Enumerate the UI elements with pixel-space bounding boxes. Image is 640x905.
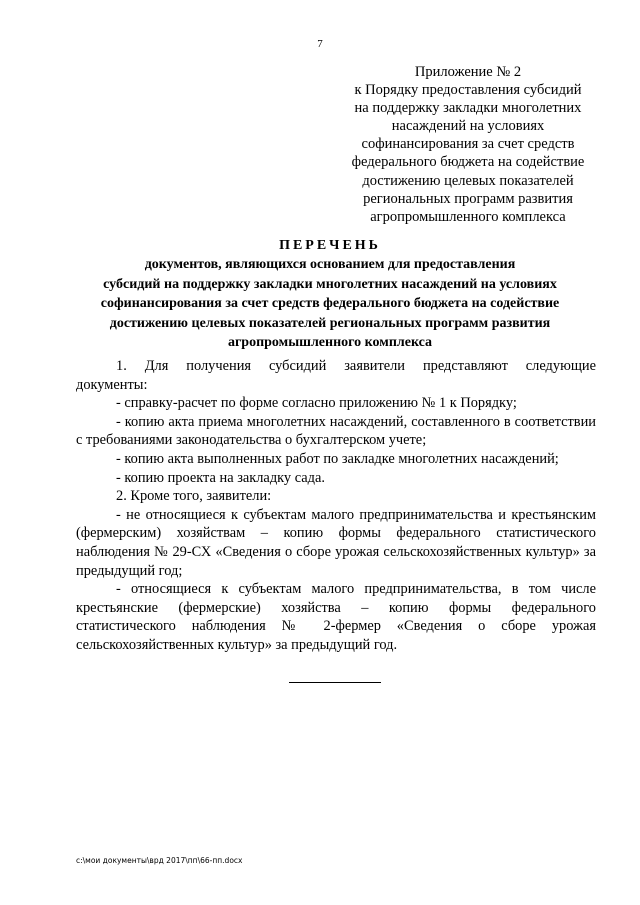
heading-line: достижению целевых показателей региональных программ развития [109, 315, 551, 331]
appendix-line: к Порядку предоставления субсидий [354, 82, 582, 99]
end-divider [289, 682, 381, 683]
document-heading [60, 236, 600, 352]
heading-line: субсидий на поддержку закладки многолетних насаждений на условиях [103, 276, 557, 292]
paragraph-1: 1. Для получения субсидий заявители представляют следующие [116, 358, 596, 374]
appendix-block [318, 63, 618, 226]
document-title: ПЕРЕЧЕНЬ [279, 238, 381, 253]
heading-line: документов, являющихся основанием для предоставления [144, 257, 516, 273]
paragraph-1-continuation: документы: [76, 376, 148, 393]
list-item-not-small-business: - не относящиеся к субъектам малого предпринимательства и крестьянским (фермерским) хозяйствам – копию формы федерального статистического наблюдения № 29-СХ «Сведения о сборе урожая сельскохозяйственных культур» за предыдущий год; [76, 506, 596, 579]
list-item-works-act: - копию акта выполненных работ по закладке многолетних насаждений; [116, 450, 559, 467]
list-item-acceptance-act: - копию акта приема многолетних насаждений, составленного в соответствии с требованиями законодательства о бухгалтерском учете; [76, 413, 596, 449]
appendix-line: насаждений на условиях [391, 118, 545, 135]
appendix-line: достижению целевых показателей [362, 172, 574, 189]
list-item-project: - копию проекта на закладку сада. [116, 469, 325, 486]
list-item-small-business: - относящиеся к субъектам малого предпринимательства, в том числе крестьянские (фермерские) хозяйства – копию формы федерального статистического наблюдения № 2-фермер «Сведения о сборе урожая сельскохозяйственных культур» за предыдущий год. [76, 581, 596, 653]
appendix-line: региональных программ развития [363, 190, 573, 207]
paragraph-2: 2. Кроме того, заявители: [116, 488, 272, 505]
appendix-line: федерального бюджета на содействие [351, 154, 585, 171]
appendix-line: агропромышленного комплекса [370, 208, 566, 225]
list-item-calculation: - справку-расчет по форме согласно приложению № 1 к Порядку; [116, 395, 517, 412]
appendix-line: софинансирования за счет средств [361, 136, 575, 153]
heading-line: агропромышленного комплекса [227, 335, 433, 351]
heading-line: софинансирования за счет средств федерального бюджета на содействие [100, 296, 560, 312]
document-body [76, 357, 596, 655]
appendix-title: Приложение № 2 [414, 64, 522, 80]
appendix-line: на поддержку закладки многолетних [354, 100, 582, 117]
file-path-footer: c:\мои документы\врд 2017\пп\66-пп.docx [76, 856, 243, 865]
page-number: 7 [317, 38, 323, 50]
